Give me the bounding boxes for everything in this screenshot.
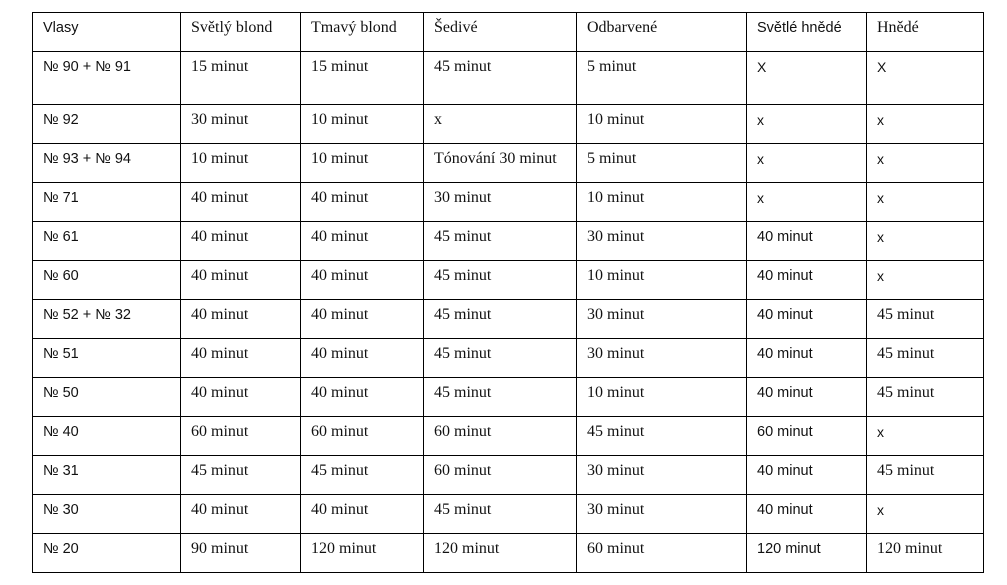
cell-tmavy-blond: 15 minut	[301, 52, 424, 105]
cell-svetle-hnede: X	[747, 52, 867, 105]
cell-svetle-hnede: 40 minut	[747, 261, 867, 300]
cell-tmavy-blond: 40 minut	[301, 261, 424, 300]
cell-odbarvene: 10 minut	[577, 105, 747, 144]
cell-svetle-hnede: 40 minut	[747, 339, 867, 378]
cell-hnede: 45 minut	[867, 300, 984, 339]
cell-tmavy-blond: 40 minut	[301, 222, 424, 261]
cell-sedive: x	[424, 105, 577, 144]
cell-odbarvene: 10 minut	[577, 261, 747, 300]
cell-hnede: x	[867, 495, 984, 534]
cell-odbarvene: 30 minut	[577, 300, 747, 339]
cell-svetle-hnede: 120 minut	[747, 534, 867, 573]
cell-svetly-blond: 30 minut	[181, 105, 301, 144]
cell-sedive: 60 minut	[424, 456, 577, 495]
cell-hnede: 45 minut	[867, 378, 984, 417]
cell-odbarvene: 30 minut	[577, 339, 747, 378]
cell-odbarvene: 5 minut	[577, 144, 747, 183]
cell-odbarvene: 10 minut	[577, 183, 747, 222]
cell-product: № 61	[33, 222, 181, 261]
header-hnede: Hnědé	[867, 13, 984, 52]
cell-tmavy-blond: 40 minut	[301, 495, 424, 534]
cell-hnede: X	[867, 52, 984, 105]
table-row	[33, 222, 984, 261]
cell-svetly-blond: 40 minut	[181, 378, 301, 417]
cell-tmavy-blond: 10 minut	[301, 144, 424, 183]
cell-svetly-blond: 10 minut	[181, 144, 301, 183]
table-row	[33, 378, 984, 417]
hair-dye-timing-table	[32, 12, 984, 573]
cell-svetly-blond: 15 minut	[181, 52, 301, 105]
cell-hnede: x	[867, 105, 984, 144]
cell-hnede: 45 minut	[867, 456, 984, 495]
cell-tmavy-blond: 120 minut	[301, 534, 424, 573]
cell-hnede: x	[867, 261, 984, 300]
cell-sedive: 45 minut	[424, 339, 577, 378]
cell-svetle-hnede: 40 minut	[747, 222, 867, 261]
cell-sedive: 45 minut	[424, 261, 577, 300]
header-svetly-blond: Světlý blond	[181, 13, 301, 52]
cell-hnede: 45 minut	[867, 339, 984, 378]
cell-svetle-hnede: 60 minut	[747, 417, 867, 456]
cell-tmavy-blond: 60 minut	[301, 417, 424, 456]
cell-svetle-hnede: 40 minut	[747, 456, 867, 495]
cell-product: № 40	[33, 417, 181, 456]
cell-svetly-blond: 40 minut	[181, 339, 301, 378]
cell-svetly-blond: 40 minut	[181, 222, 301, 261]
table-row	[33, 534, 984, 573]
cell-svetly-blond: 40 minut	[181, 495, 301, 534]
cell-svetle-hnede: x	[747, 183, 867, 222]
cell-tmavy-blond: 40 minut	[301, 339, 424, 378]
header-odbarvene: Odbarvené	[577, 13, 747, 52]
cell-product: № 50	[33, 378, 181, 417]
cell-sedive: 120 minut	[424, 534, 577, 573]
table-row	[33, 339, 984, 378]
cell-svetle-hnede: 40 minut	[747, 378, 867, 417]
table-row	[33, 495, 984, 534]
cell-sedive: 30 minut	[424, 183, 577, 222]
table-row	[33, 456, 984, 495]
header-row	[33, 13, 984, 52]
cell-product: № 60	[33, 261, 181, 300]
table-row	[33, 183, 984, 222]
cell-odbarvene: 30 minut	[577, 456, 747, 495]
table-row	[33, 417, 984, 456]
header-sedive: Šedivé	[424, 13, 577, 52]
cell-svetle-hnede: 40 minut	[747, 300, 867, 339]
cell-svetly-blond: 60 minut	[181, 417, 301, 456]
cell-hnede: x	[867, 144, 984, 183]
cell-odbarvene: 30 minut	[577, 222, 747, 261]
cell-sedive: 45 minut	[424, 300, 577, 339]
table-row	[33, 105, 984, 144]
table-body	[33, 52, 984, 573]
cell-tmavy-blond: 45 minut	[301, 456, 424, 495]
cell-svetle-hnede: x	[747, 105, 867, 144]
cell-product: № 90 + № 91	[33, 52, 181, 105]
cell-svetly-blond: 40 minut	[181, 183, 301, 222]
cell-hnede: x	[867, 222, 984, 261]
cell-sedive: 45 minut	[424, 52, 577, 105]
cell-hnede: x	[867, 183, 984, 222]
cell-sedive: 45 minut	[424, 222, 577, 261]
cell-sedive: 60 minut	[424, 417, 577, 456]
header-vlasy: Vlasy	[33, 13, 181, 52]
cell-tmavy-blond: 40 minut	[301, 378, 424, 417]
cell-tmavy-blond: 10 minut	[301, 105, 424, 144]
header-tmavy-blond: Tmavý blond	[301, 13, 424, 52]
cell-svetly-blond: 40 minut	[181, 261, 301, 300]
cell-svetle-hnede: 40 minut	[747, 495, 867, 534]
cell-product: № 30	[33, 495, 181, 534]
cell-hnede: 120 minut	[867, 534, 984, 573]
cell-product: № 92	[33, 105, 181, 144]
cell-product: № 51	[33, 339, 181, 378]
table-row	[33, 261, 984, 300]
cell-tmavy-blond: 40 minut	[301, 300, 424, 339]
cell-odbarvene: 30 minut	[577, 495, 747, 534]
cell-tmavy-blond: 40 minut	[301, 183, 424, 222]
cell-svetly-blond: 45 minut	[181, 456, 301, 495]
table-row	[33, 52, 984, 105]
cell-product: № 93 + № 94	[33, 144, 181, 183]
cell-product: № 31	[33, 456, 181, 495]
table-header	[33, 13, 984, 52]
cell-sedive: 45 minut	[424, 495, 577, 534]
table-row	[33, 144, 984, 183]
cell-svetly-blond: 40 minut	[181, 300, 301, 339]
cell-product: № 71	[33, 183, 181, 222]
cell-hnede: x	[867, 417, 984, 456]
hair-dye-timing-table-container	[32, 12, 983, 573]
cell-odbarvene: 45 minut	[577, 417, 747, 456]
table-row	[33, 300, 984, 339]
cell-svetle-hnede: x	[747, 144, 867, 183]
cell-svetly-blond: 90 minut	[181, 534, 301, 573]
cell-product: № 20	[33, 534, 181, 573]
cell-odbarvene: 10 minut	[577, 378, 747, 417]
cell-product: № 52 + № 32	[33, 300, 181, 339]
cell-odbarvene: 60 minut	[577, 534, 747, 573]
cell-sedive: 45 minut	[424, 378, 577, 417]
header-svetle-hnede: Světlé hnědé	[747, 13, 867, 52]
cell-odbarvene: 5 minut	[577, 52, 747, 105]
cell-sedive: Tónování 30 minut	[424, 144, 577, 183]
